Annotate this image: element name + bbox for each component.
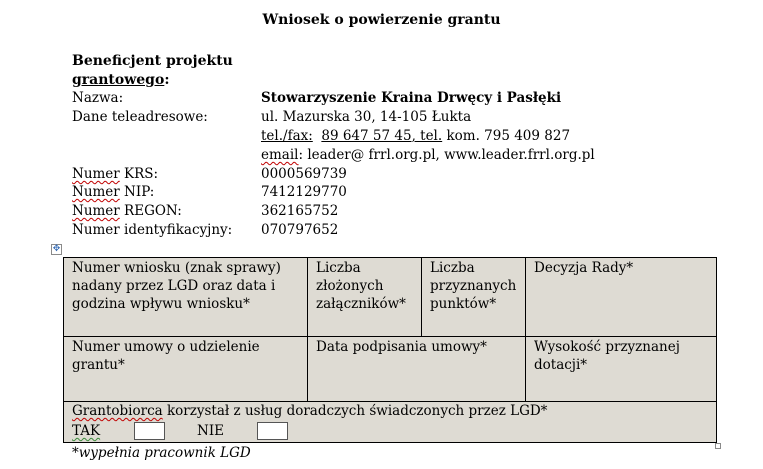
email-rest: : leader@ frrl.org.pl, www.leader.frrl.org.pl [298,147,595,163]
application-number-label: Numer wniosku (znak sprawy) nadany przez LGD oraz data i godzina wpływu wniosku* [72,260,281,312]
points-awarded-label: Liczba przyznanych punktów* [430,260,517,312]
board-decision-label: Decyzja Rady* [534,260,634,276]
krs-label [72,165,158,183]
grant-amount-cell[interactable] [525,336,717,402]
regon-label-word: Numer [72,203,120,219]
resize-handle-icon[interactable] [715,443,721,449]
document-title: Wniosek o powierzenie grantu [262,12,501,28]
contact-phone [261,127,570,145]
application-number-cell[interactable] [63,257,308,337]
advisory-question [72,402,547,420]
move-arrows-icon[interactable]: ✥ [52,244,61,254]
contract-number-cell[interactable] [63,336,308,402]
board-decision-cell[interactable] [525,257,717,337]
krs-value: 0000569739 [261,166,347,182]
footnote: *wypełnia pracownik LGD [72,445,251,461]
beneficiary-heading-line2: grantowego [72,72,165,88]
points-awarded-cell[interactable] [421,257,526,337]
krs-label-word: Numer [72,166,120,182]
advisory-question-word: Grantobiorca [72,403,163,419]
no-checkbox[interactable] [257,422,288,440]
phone-rest: kom. 795 409 827 [442,128,571,144]
contact-address: ul. Mazurska 30, 14-105 Łukta [261,109,472,125]
name-label: Nazwa: [72,90,124,106]
beneficiary-heading [72,52,262,90]
no-label: NIE [197,423,224,439]
grant-table [63,257,717,443]
yes-checkbox[interactable] [134,422,165,440]
beneficiary-heading-line1: Beneficjent projektu [72,53,233,69]
attachments-count-cell[interactable] [307,257,422,337]
nip-value: 7412129770 [261,184,347,200]
regon-value: 362165752 [261,203,339,219]
signing-date-cell[interactable] [307,336,526,402]
email-label: email [261,147,299,163]
contact-email [261,146,595,164]
name-value: Stowarzyszenie Kraina Drwęcy i Pasłęki [261,90,562,106]
krs-label-rest: KRS: [119,166,159,182]
regon-label [72,202,182,220]
phone-mid: , tel. [411,128,443,144]
nip-label [72,183,154,201]
advisory-question-rest: korzystał z usług doradczych świadczonych przez LGD* [162,403,548,419]
attachments-count-label: Liczba złożonych załączników* [316,260,406,312]
regon-label-rest: REGON: [119,203,182,219]
nip-label-word: Numer [72,184,120,200]
grant-amount-label: Wysokość przyznanej dotacji* [534,339,680,373]
beneficiary-heading-colon: : [164,72,170,88]
nip-label-rest: NIP: [119,184,155,200]
id-value: 070797652 [261,222,339,238]
phone-prefix: tel./fax: [261,128,313,144]
yes-label: TAK [72,423,101,439]
contract-number-label: Numer umowy o udzielenie grantu* [72,339,260,373]
id-label: Numer identyfikacyjny: [72,222,233,238]
phone-number: 89 647 57 45 [321,128,412,144]
signing-date-label: Data podpisania umowy* [316,339,487,355]
contact-label: Dane teleadresowe: [72,109,208,125]
advisory-services-cell [63,401,717,443]
